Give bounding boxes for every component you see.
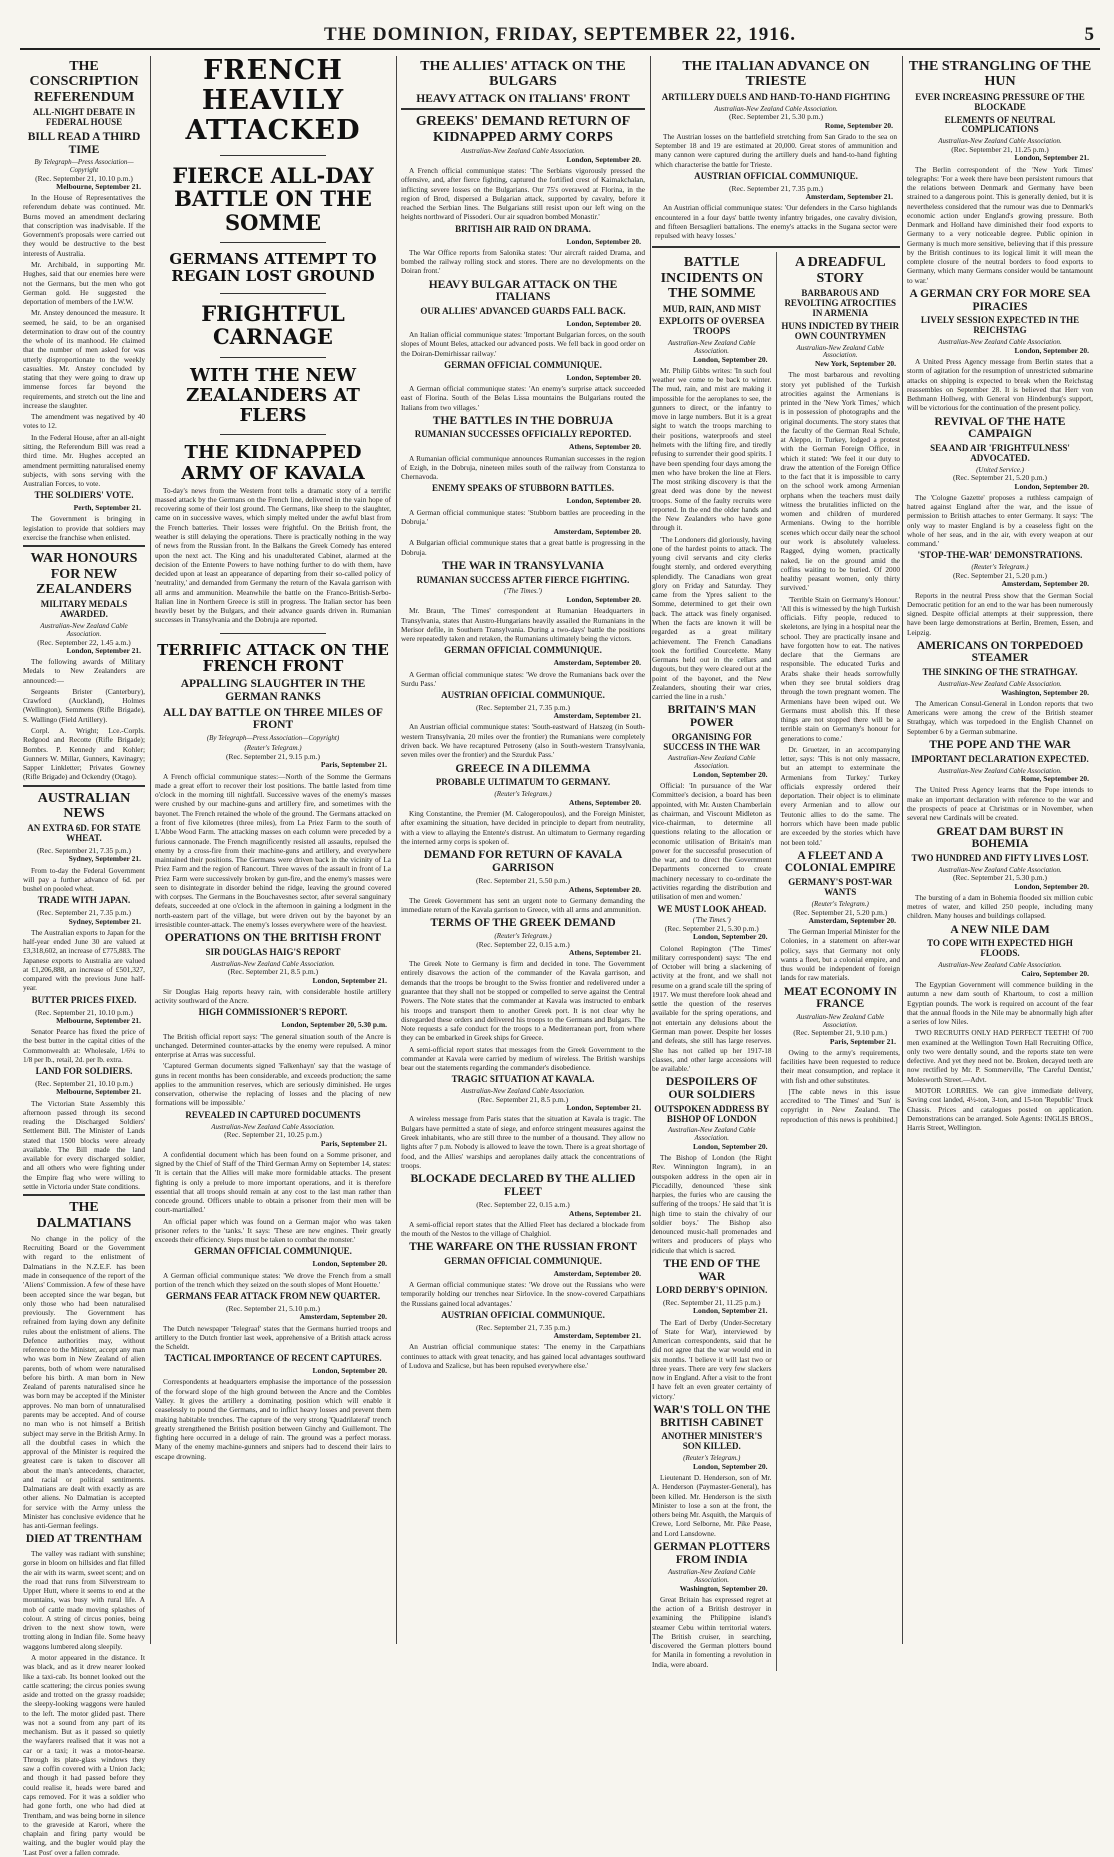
column-rule — [396, 56, 397, 1644]
source-line: ('The Times.') — [504, 587, 542, 596]
article-paragraph: An Austrian official communique states: 'South-eastward of Hatszeg (in South-western Transylvania, 20 miles over the frontier) the Rumanians were completely driven back. We have recaptured Petroseny (also in South-western Transylvania, seven miles over the frontier) and the Szurduk Pass.' — [401, 722, 645, 760]
dateline: London, September 20. — [312, 1259, 387, 1269]
article-paragraph: The Greek Government has sent an urgent note to Germany demanding the immediate return of the Kavala garrison to Greece, with all arms and ammunition. — [401, 895, 645, 915]
headline: GERMAN OFFICIAL COMMUNIQUE. — [444, 1256, 602, 1266]
headline: GREEKS' DEMAND RETURN OF KIDNAPPED ARMY CORPS — [401, 108, 645, 145]
headline: TRADE WITH JAPAN. — [37, 895, 131, 906]
received-time: (Rec. September 21, 10.10 p.m.) — [35, 173, 133, 183]
headline: TERMS OF THE GREEK DEMAND — [430, 917, 616, 930]
article-paragraph: An Austrian official communique states: 'Our defenders in the Carso highlands encountered in a four days' battle twenty infantry brigades, one cavalry division, and fifteen Bersaglieri battalions. The enemy's attacks in the Sugana sector were repulsed with heavy losses.' — [655, 203, 897, 241]
received-time: (Rec. September 21, 5.30 p.m.) — [664, 924, 759, 934]
received-time: (Rec. September 21, 5.10 p.m.) — [226, 1304, 320, 1313]
headline: DEMAND FOR RETURN OF KAVALA GARRISON — [423, 849, 623, 874]
received-time: (Rec. September 21, 5.50 p.m.) — [476, 876, 570, 886]
received-time: (Rec. September 21, 5.20 p.m.) — [953, 473, 1047, 483]
received-time: (Rec. September 21, 7.35 p.m.) — [729, 183, 823, 193]
received-time: (Rec. September 21, 10.10 p.m.) — [35, 1007, 133, 1017]
headline: HEAVY ATTACK ON ITALIANS' FRONT — [416, 92, 630, 105]
headline: TRAGIC SITUATION AT KAVALA. — [451, 1074, 595, 1085]
dateline: Athens, September 21. — [569, 1208, 641, 1218]
article-paragraph: A German official communique states: 'We drove the French from a small portion of the trench which they seized on the south slopes of Mont Houette.' — [155, 1270, 391, 1289]
dateline: London, September 20. — [693, 769, 768, 779]
headline: HIGH COMMISSIONER'S REPORT. — [198, 1007, 348, 1018]
headline: TO COPE WITH EXPECTED HIGH FLOODS. — [927, 938, 1073, 959]
headline: RUMANIAN SUCCESS AFTER FIERCE FIGHTING. — [416, 574, 630, 585]
article-paragraph: A confidential document which has been found on a Somme prisoner, and signed by the Chief of Staff of the Third German Army on September 14, states: 'It is certain that the Allies will make more formidable attacks. The present fighting is only a prelude to more important operations, and it is therefore essential that all troops should remain at any cost to the last man rather than concede ground. Officers unable to obtain a prisoner from their men will be court-martialled.' — [155, 1149, 391, 1215]
headline: AUSTRIAN OFFICIAL COMMUNIQUE. — [441, 690, 605, 701]
headline: AUSTRIAN OFFICIAL COMMUNIQUE. — [694, 170, 858, 181]
source-line: (United Service.) — [976, 465, 1024, 474]
source-line: Australian-New Zealand Cable Association. — [461, 147, 585, 156]
headline: TACTICAL IMPORTANCE OF RECENT CAPTURES. — [164, 1353, 382, 1364]
headline: GERMAN OFFICIAL COMMUNIQUE. — [194, 1246, 352, 1257]
source-line: Australian-New Zealand Cable Association. — [714, 104, 838, 113]
received-time: (Rec. September 21, 10.25 p.m.) — [224, 1130, 322, 1140]
article-paragraph: The Berlin correspondent of the 'New York Times' telegraphs: 'For a week there have been persistent rumours that the relations between Denmark and Germany have been strained to a dangerous point. This is generally denied, but it is nevertheless considered that the rumour was due to Denmark's economic action under England's growing pressure. Both Denmark and Holland have diminished their food exports to Germany to a very noticeable degree. Public opinion in Germany is much more sensitive, believing that if this pressure by the British continues to its logical limit it will mean the complete closure of the neutral borders to food exports to Germany, which many Germans consider would be tantamount to war.' — [907, 164, 1093, 285]
dateline: Rome, September 20. — [1020, 774, 1089, 784]
dateline: Cairo, September 20. — [1021, 968, 1089, 978]
dateline: London, September 20. — [693, 1141, 768, 1151]
dateline: Melbourne, September 21. — [56, 181, 141, 191]
dateline: London, September 20. — [693, 932, 768, 942]
article-paragraph: The following awards of Military Medals to New Zealanders are announced:— — [23, 657, 145, 685]
headline: GERMANY'S POST-WAR WANTS — [788, 877, 893, 897]
article-paragraph: A German official communique states: 'We drove out the Russians who were temporarily holding our trenches near Sirlovice. In the snow-covered Carpathians the Russians gained local advantages.' — [401, 1280, 645, 1308]
divider — [220, 155, 326, 156]
article-paragraph: The Greek Note to Germany is firm and decided in tone. The Government entirely disavows the action of the commander of the Kavala garrison, and demands that the troops be brought to the Swiss frontier and redelivered under a guarantee that they shall not be stopped or compelled to serve against the Central Powers. The Note states that the commander at Kavala was instructed to embark his troops and transport them to another Greek port. It is not clear why he disregarded these orders and delivered his troops to the Germans and Bulgars. The Note requests a safe conduct for the troops to a Mediterranean port, from where they can be embarked in Greek ships for Greece. — [401, 959, 645, 1043]
headline: THE DALMATIANS — [23, 1194, 145, 1231]
article-paragraph: Owing to the army's requirements, facilities have been requested to reduce their meat consumption, and replace it with fish and other substitutes. — [780, 1047, 900, 1085]
article-paragraph: An official paper which was found on a German major who was taken prisoner refers to the 'tanks.' It says: 'These are new engines. Their greatly exceeds their efficiency. Steps must be taken to combat the monster.' — [155, 1216, 391, 1245]
received-time: (Rec. September 21, 10.10 p.m.) — [35, 1079, 133, 1089]
dateline: London, September 20. — [566, 595, 641, 605]
headline: ALL DAY BATTLE ON THREE MILES OF FRONT — [163, 706, 383, 732]
article-paragraph: In the Federal House, after an all-night sitting, the Referendum Bill was read a third time. Mr. Hughes accepted an amendment permitting naturalised enemy subjects, with sons serving with the Australian Forces, to vote. — [23, 432, 145, 489]
article-paragraph: The War Office reports from Salonika states: 'Our aircraft raided Drama, and bombed the railway rolling stock and stores. There are no developments on the Doiran front.' — [401, 247, 645, 276]
newspaper-title: THE DOMINION, FRIDAY, SEPTEMBER 22, 1916. — [324, 24, 796, 45]
column-4-left — [652, 252, 772, 1671]
source-line: Australian-New Zealand Cable Association. — [938, 338, 1062, 347]
article-paragraph: 'Captured German documents signed 'Falkenhayn' say that the wastage of guns in recent months has been considerable, and exceeds production; the same applies to the ammunition reserves, which are seriously diminished. He urges conservation, otherwise the replacing of losses and the placing of new formations will be impossible.' — [155, 1061, 391, 1108]
received-time: (Rec. September 22, 0.15 a.m.) — [476, 1200, 570, 1210]
headline: THE WAR IN TRANSYLVANIA — [441, 559, 605, 572]
banner-headline: FRIGHTFUL CARNAGE — [201, 300, 345, 350]
divider — [220, 633, 326, 634]
headline: LORD DERBY'S OPINION. — [656, 1285, 768, 1296]
headline: THE ALLIES' ATTACK ON THE BULGARS — [420, 59, 626, 90]
article-paragraph: A French official communique states: 'The Serbians vigorously pressed the offensive, and, after fierce fighting, captured the fortified crest of Kaimakchalan, inflicting severe losses on the Bulgarians. Our 75's overawed at Florina, in the region of Brod, dispersed a Bulgarian attack, supported by cavalry, before it reached the Serbian lines. The Bulgarians still resist upon our left wing on the heights northward of Pissoderi. Our air squadron bombed Monastir.' — [401, 166, 645, 222]
article-paragraph: A French official communique states:—North of the Somme the Germans made a great effort to recover their lost positions. The battle lasted from time o'clock in the morning till nightfall. Successive waves of the enemy's masses were crushed by our machine-guns and artillery fire, and sometimes with the bayonet. The French retained the whole of the ground. The Germans attacked on a front of five kilometres (three miles), from La Priez Farm to the south of L'Abbe Wood Farm. The attacking masses on each column were preceded by a furious cannonade. The French magnificently resisted all assaults, repulsed the enemy by a cross-fire from their machine-guns and artillery, and everywhere maintained their positions. The Germans were driven back in the vicinity of La Priez Farm and the region of Rancourt. Three waves of the assault in front of La Priez Farm were successively broken by gun-fire, and the enemy's masses were seen to disintegrate in disorder behind the ridge, leaving the ground covered with corpses. The Germans in the Bouchavesnes sector, after several sanguinary defeats, succeeded at one o'clock in the afternoon in gaining a lodgment in the north-eastern part of the village, but were driven out by the bayonet by an irresistible counter-attack. The enemy's losses everywhere were of the heaviest. — [155, 771, 391, 929]
article-paragraph: The Australian exports to Japan for the half-year ended June 30 are valued at £3,318,602, an increase of £775,883. The Japanese exports to Australia are valued at £1,206,888, an increase of £501,327, compared with the previous June half-year. — [23, 927, 145, 993]
article-paragraph: No change in the policy of the Recruiting Board or the Government with regard to the enlistment of Dalmatians in the N.Z.E.F. has been made in consequence of the report of the 'Aliens' Commission. A few of these have been accepted since the war began, but only those who had been naturalised previously. The Government has refrained from laying down any definite rules about the enlistment of aliens. The Defence authorities may, without reference to the Minister, accept any man who was born in New Zealand of alien parents, both of whom were naturalised before his birth. A man born in New Zealand of parents naturalised since he was born may be accepted if the Minister approves. No man born of unnaturalised parents may be accepted. And of course no man who is not himself a British subject may serve in the British Army. In all the doubtful cases in which the approval of the Minister is required the greatest care is taken to discover all about the man's antecedents, character, and racial or political sentiments. Dalmatians are dealt with exactly as are other aliens. No Dalmatian is accepted for service with the Army unless the Minister has conclusive evidence that he has anti-German feelings. — [23, 1233, 145, 1531]
banner-headline: WITH THE NEW ZEALANDERS AT FLERS — [186, 364, 360, 427]
headline: REVIVAL OF THE HATE CAMPAIGN — [934, 415, 1066, 441]
headline: SEA AND AIR 'FRIGHTFULNESS' ADVOCATED. — [930, 442, 1070, 463]
source-line: Australian-New Zealand Cable Association. — [40, 622, 128, 638]
source-line: (Reuter's Telegram.) — [811, 899, 869, 908]
headline: MUD, RAIN, AND MIST — [662, 303, 761, 314]
headline: ALL-NIGHT DEBATE IN FEDERAL HOUSE — [32, 107, 136, 128]
source-line: (By Telegraph—Press Association—Copyright) — [206, 733, 340, 742]
article-paragraph: The United Press Agency learns that the Pope intends to make an important declaration with reference to the war and the prospects of peace at Christmas or in November, when several new Cardinals will be created. — [907, 785, 1093, 823]
article-paragraph: Lieutenant D. Henderson, son of Mr. A. Henderson (Paymaster-General), has been killed. Mr. Henderson is the sixth Minister to lose a son at the front, the others being Mr. Asquith, the Marquis of Crewe, Lord Selborne, Mr. Pike Pease, and Lord Lansdowne. — [652, 1473, 772, 1538]
article-paragraph: A motor appeared in the distance. It was black, and as it drew nearer looked like a taxi-cab. Its bonnet looked out the cattle scattering; the circus ponies swung aside and trotted on the grassy roadside; the sleepy-looking waggons were hauled to the left. The motor glided past. There was not a sound from any part of its mechanism. But as it passed so quietly the wayfarers realised that it was not a car or a taxi; it was a motor-hearse. Through its plate-glass windows they saw a coffin covered with a Union Jack; and though it had passed before they could realise it, heads were bared and caps removed. For it was a soldier who had gone forth, one who had died at Trentham, and was being borne in silence to the graveside at Karori, where the chaplain and firing party would be waiting, and the bugler would play the 'Last Post' over a fallen comrade. — [23, 1653, 145, 1857]
article-paragraph: The German Imperial Minister for the Colonies, in a statement on after-war policy, says that Germany not only wants a fleet, but a colonial empire, and thus would be independent of foreign lands for raw materials. — [780, 927, 900, 983]
article-paragraph: Mr. Philip Gibbs writes: 'In such foul weather we come to be back to winter. The mud, rain, and mist are making it impossible for the aeroplanes to see, the gunners to direct, or the infantry to move in large numbers. But it is a great sight to watch the troops marching to their positions, waterproofs and steel helmets with the lifting fire, and tiredly refusing to surrender their good spirits. I have been spending four days among the men who have broken the line at Flers. The most striking discovery is that the great deed was done by the newest troops. Some of the faulty recruits were reported. In the end the older hands and the New Zealanders who have gone through it. — [652, 365, 772, 533]
article-paragraph: The Government is bringing in legislation to provide that soldiers may exercise the franchise when enlisted. — [23, 514, 145, 543]
article-paragraph: A wireless message from Paris states that the situation at Kavala is tragic. The Bulgars have permitted a state of siege, and enforce stringent measures against the Greek inhabitants, who are still three to the number of a thousand. They allow no lights after 7 p.m. Nobody is allowed to leave the town. There is a great shortage of food, and the Allies' warships and aeroplanes daily attack the concentrations of troops. — [401, 1114, 645, 1170]
article-paragraph: [The cable news in this issue accredited to 'The Times' and 'Sun' is copyright in New Zealand. The reproduction of this news is prohibited.] — [780, 1086, 900, 1124]
source-line: (Reuter's Telegram.) — [494, 790, 552, 799]
source-line: Australian-New Zealand Cable Association. — [211, 1122, 335, 1131]
headline: REVEALED IN CAPTURED DOCUMENTS — [185, 1109, 361, 1120]
dateline: London, September 20. — [693, 354, 768, 364]
dateline: London, September 20, 5.30 p.m. — [281, 1020, 387, 1030]
column-4-right — [776, 252, 901, 1671]
page-number: 5 — [1084, 24, 1094, 45]
headline: BLOCKADE DECLARED BY THE ALLIED FLEET — [410, 1173, 636, 1198]
dateline: London, September 20. — [312, 1366, 387, 1376]
article-paragraph: Sergeants Brister (Canterbury), Crawford (Auckland), Holmes (Wellington), Semmens (Rifle Brigade), S. Wallingo (Field Artillery). — [23, 686, 145, 724]
headline: A DREADFUL STORY — [794, 255, 886, 286]
dateline: London, September 21. — [312, 975, 387, 985]
dateline: Amsterdam, September 20. — [808, 915, 896, 925]
headline: OUR ALLIES' ADVANCED GUARDS FALL BACK. — [420, 305, 626, 316]
received-time: (Rec. September 21, 11.25 p.m.) — [951, 145, 1049, 155]
headline: AMERICANS ON TORPEDOED STEAMER — [916, 639, 1084, 665]
headline: ENEMY SPEAKS OF STUBBORN BATTLES. — [432, 483, 614, 494]
dateline: London, September 20. — [566, 236, 641, 246]
headline: GERMAN OFFICIAL COMMUNIQUE. — [444, 359, 602, 370]
headline: THE POPE AND THE WAR — [929, 739, 1071, 751]
column-3 — [398, 56, 648, 1644]
column-4 — [652, 56, 900, 1669]
article-paragraph: To-day's news from the Western front tells a dramatic story of a terrific massed attack by the Germans on the French line, delivered in the vain hope of recovering some of their lost ground. The Germans, like sheep to the slaughter, came on in successive waves, which simply melted under the awful blast from the French batteries. Their losses were frightful. On the British front, the weather is still delaying the operations. There is practically nothing in the way of news from the Russian front. In the Balkans the Greek Comedy has entered upon the next act. The King and his unadulterated Cabinet, alarmed at the decision of the Entente Powers to have nothing further to do with them, have decided upon at least an appearance of departing from their so-called policy of 'neutrality,' and demanded from Germany the return of the Kavala garrison with all arms and ammunition. Meanwhile the battle on the Franco-British-Serbo-Italian line in Northern Greece is still in progress. The Italian sector has been heavily beset by the Bulgars, and their advance guards driven in. Rumanian successes in Transylvania and the Dobruja are reported. — [155, 485, 391, 625]
article-paragraph: An Italian official communique states: 'Important Bulgarian forces, on the south slopes of Mount Beles, attacked our advanced posts. We fell back in good order on the Doiran-Demirhissar railway.' — [401, 330, 645, 358]
dateline: Rome, September 20. — [824, 120, 893, 130]
article-paragraph: A semi-official report states that the Allied Fleet has declared a blockade from the mouth of the Nestos to the village of Chalghiol. — [401, 1219, 645, 1239]
received-time: (Rec. September 22, 0.15 a.m.) — [476, 939, 570, 949]
article-paragraph: Senator Pearce has fixed the price of the best butter in the capital cities of the Commonwealth at: Wholesale, 1/6¼ to 1/8 per lb., retail, 2d. per lb. extra. — [23, 1027, 145, 1064]
headline: 'STOP-THE-WAR' DEMONSTRATIONS. — [917, 550, 1083, 561]
dateline: Amsterdam, September 21. — [805, 192, 893, 202]
headline: THE WARFARE ON THE RUSSIAN FRONT — [409, 1241, 637, 1254]
headline: AUSTRIAN OFFICIAL COMMUNIQUE. — [441, 1309, 605, 1320]
headline: MEAT ECONOMY IN FRANCE — [783, 985, 897, 1011]
headline: MILITARY MEDALS AWARDED. — [40, 599, 128, 620]
headline: A GERMAN CRY FOR MORE SEA PIRACIES — [909, 287, 1091, 313]
article-paragraph: Great Britain has expressed regret at the action of a British destroyer in examining the Philippine island's steamer Cebu within territorial waters. The British cruiser, in searching, discovered the German plotters bound for Manila in fomenting a revolution in India, were aboard. — [652, 1594, 772, 1669]
received-time: (Rec. September 21, 7.35 p.m.) — [476, 1322, 570, 1332]
headline: SIR DOUGLAS HAIG'S REPORT — [205, 946, 341, 957]
article-paragraph: 'Terrible Stain on Germany's Honour.' 'All this is witnessed by the high Turkish officials. Fifty people, reduced to skeletons, are lying in a hospital near the school. They are practically insane and have forgotten how to eat. The natives declare that the Germans are responsible. The educated Turks and Arabs shake their heads sorrowfully when they see brutal soldiers drag through the town pregnant women. The Armenians have been wiped out. We Germans must abolish this. If these things are not stopped there will be a terrible stain on Germany's honour for generations to come.' — [780, 594, 900, 743]
headline: ELEMENTS OF NEUTRAL COMPLICATIONS — [944, 114, 1056, 135]
headline: HEAVY BULGAR ATTACK ON THE ITALIANS — [428, 278, 618, 304]
source-line: Australian-New Zealand Cable Association. — [938, 766, 1062, 775]
dateline: London, September 21. — [1014, 153, 1089, 163]
received-time: (Rec. September 21, 5.20 p.m.) — [793, 907, 888, 917]
dateline: Amsterdam, September 20. — [553, 527, 641, 537]
article-paragraph: Dr. Gruetzer, in an accompanying letter, says: 'This is not only massacre, but an attempt to exterminate the Armenians from Turkey.' Turkey officials expressly ordered their deportation. Their object is to eliminate every Armenian and to allow our Teutonic allies to do the same. The horrors which have been made public are exceeded by the stories which have not been told.' — [780, 744, 900, 847]
source-line: (Reuter's Telegram.) — [244, 744, 302, 753]
headline: TWO HUNDRED AND FIFTY LIVES LOST. — [911, 852, 1089, 863]
banner-headline: FIERCE ALL-DAY BATTLE ON THE SOMME — [172, 162, 374, 235]
dateline: London, September 20. — [1014, 881, 1089, 891]
source-line: Australian-New Zealand Cable Association. — [461, 1087, 585, 1096]
dateline: London, September 20. — [1014, 345, 1089, 355]
source-line: Australian-New Zealand Cable Association. — [938, 680, 1062, 688]
source-line: Australian-New Zealand Cable Association. — [938, 865, 1062, 874]
headline: GERMAN OFFICIAL COMMUNIQUE. — [444, 645, 602, 656]
received-time: (Rec. September 21, 5.30 p.m.) — [953, 873, 1047, 883]
column-4-split — [652, 246, 900, 1671]
received-time: (Rec. September 21, 8.5 p.m.) — [227, 967, 319, 977]
dateline: Athens, September 21. — [569, 947, 641, 957]
headline: BARBAROUS AND REVOLTING ATROCITIES IN ARMENIA — [784, 288, 897, 318]
dateline: Washington, September 20. — [679, 1583, 768, 1593]
column-1 — [20, 56, 148, 1857]
divider — [220, 293, 326, 294]
dateline: Sydney, September 21. — [68, 854, 141, 864]
article-paragraph: In the House of Representatives the referendum debate was continued. Mr. Burns moved an amendment declaring that conscription was inadvisable. If the Government's proposals were carried out they would be destructive to the best interests of Australia. — [23, 193, 145, 258]
article-paragraph: Mr. Archibald, in supporting Mr. Hughes, said that our enemies here were not the Germans, but the men who got German gold. He suggested the deportation of members of the I.W.W. — [23, 259, 145, 307]
dateline: London, September 21. — [66, 645, 141, 655]
article-paragraph: The Victorian State Assembly this afternoon passed through its second reading the Discharged Soldiers' Settlement Bill. The Minister of Lands stated that 1500 blocks were already available. The Bill made the land available for every discharged soldier, and all others who were fighting under the Empire flag who were willing to settle in Victoria under State conditions. — [23, 1098, 145, 1191]
article-paragraph: Reports in the neutral Press show that the German Social Democratic petition for an end to the war has been numerously signed. Despite official attempts at their suppression, there have been large demonstrations at Berlin, Bremen, Essen, and Leipzig. — [907, 590, 1093, 637]
source-line: Australian-New Zealand Cable Association. — [211, 959, 335, 968]
headline: ARTILLERY DUELS AND HAND-TO-HAND FIGHTING — [661, 91, 891, 102]
received-time: (Rec. September 21, 5.20 p.m.) — [953, 571, 1047, 580]
headline: THE END OF THE WAR — [663, 1257, 761, 1283]
headline: THE BATTLES IN THE DOBRUJA — [432, 414, 614, 427]
dateline: New York, September 20. — [814, 358, 896, 368]
source-line: Australian-New Zealand Cable Association. — [668, 1568, 756, 1584]
divider — [220, 242, 326, 243]
column-2 — [152, 56, 394, 1644]
headline: AN EXTRA 6D. FOR STATE WHEAT. — [27, 823, 141, 844]
headline: GERMANS FEAR ATTACK FROM NEW QUARTER. — [165, 1291, 381, 1302]
received-time: (Rec. September 21, 7.35 p.m.) — [37, 846, 131, 856]
article-paragraph: The bursting of a dam in Bohemia flooded six million cubic metres of water, and killed 250 people, including many children. Many houses and buildings collapsed. — [907, 892, 1093, 921]
headline: ORGANISING FOR SUCCESS IN THE WAR — [663, 731, 761, 752]
received-time: (Rec. September 21, 9.10 p.m.) — [793, 1028, 888, 1038]
dateline: Amsterdam, September 20. — [1001, 579, 1089, 589]
dateline: Amsterdam, September 21. — [553, 711, 641, 721]
article-paragraph: A United Press Agency message from Berlin states that a storm of agitation for the resumption of unrestricted submarine attacks on shipping is expected to break when the Reichstag reassembles on September 28. It is believed that Herr von Bethmann Hollweg, with General von Hindenburg's support, will be victorious for the continuation of the present policy. — [907, 356, 1093, 413]
received-time: (Rec. September 22, 1.45 a.m.) — [37, 637, 131, 647]
source-line: Australian-New Zealand Cable Association. — [668, 339, 756, 355]
dateline: Paris, September 21. — [320, 760, 387, 770]
column-rule — [902, 56, 903, 1644]
dateline: London, September 20. — [1014, 481, 1089, 491]
headline: EXPLOITS OF OVERSEA TROOPS — [658, 316, 765, 337]
headline: WE MUST LOOK AHEAD. — [657, 903, 767, 914]
article-paragraph: The amendment was negatived by 40 votes to 12. — [23, 412, 145, 431]
dateline: London, September 20. — [566, 496, 641, 506]
dateline: Athens, September 20. — [569, 442, 641, 452]
dateline: Paris, September 21. — [320, 1138, 387, 1148]
headline: THE SINKING OF THE STRATHGAY. — [922, 667, 1078, 678]
headline: IMPORTANT DECLARATION EXPECTED. — [911, 753, 1089, 764]
article-paragraph: A Bulgarian official communique states that a great battle is progressing in the Dobruja. — [401, 538, 645, 557]
article-paragraph: The American Consul-General in London reports that two Americans were among the crew of the British steamer Strathgay, which was torpedoed in the English Channel on September 6 by a German submarine. — [907, 698, 1093, 736]
article-paragraph: A German official communique states: 'We drove the Rumanians back over the Surdu Pass.' — [401, 669, 645, 688]
source-line: ('The Times.') — [692, 916, 731, 925]
headline: APPALLING SLAUGHTER IN THE GERMAN RANKS — [180, 678, 366, 703]
article-paragraph: Corpl. A. Wright; Lce.-Corpls. Redgood and Recotte (Rifle Brigade); Bombrs. P. Kennedy and Kohler; Gunners W. Millar, Gunners, Kavinagry; Sapper Linkletter; Privates Gowney (Rifle Brigade) and Ockendry (Otago). — [23, 725, 145, 782]
dateline: London, September 20. — [566, 154, 641, 164]
article-paragraph: Official: 'In pursuance of the War Committee's decision, a board has been appointed, with Mr. Austen Chamberlain as chairman, and Viscount Midleton as vice-chairman, to determine all questions relating to the allocation or economic utilisation of Britain's man power for the successful prosecution of the war, and to direct the Government Departments concerned to create machinery necessary to co-ordinate the activities regarding the distribution and utilisation of men and women.' — [652, 781, 772, 902]
source-line: Australian-New Zealand Cable Association. — [668, 1126, 756, 1143]
headline: LAND FOR SOLDIERS. — [35, 1066, 133, 1077]
article-paragraph: The valley was radiant with sunshine; gorse in bloom on hillsides and flat filled the air with its warm, sweet scent; and on the road that runs from Silverstream to Upper Hutt, where it seems to end at the mountains, was busy with rural life. A mob of cattle made moving splashes of colour. A string of circus ponies, being driven to the next show town, were trotting along in Indian file. Some heavy waggons lumbered along sleepily. — [23, 1549, 145, 1651]
source-line: (Reuter's Telegram.) — [971, 563, 1029, 572]
dateline: Amsterdam, September 20. — [553, 658, 641, 668]
article-paragraph: TWO RECRUITS ONLY HAD PERFECT TEETH! Of 700 men examined at the Wellington Town Hall Recruiting Office, only two were dentally sound, and the reports state ten were defective. And yet they need not be. Broken, decayed teeth are now rectified by Mr. P. Sommerville, 'The Careful Dentist,' Molesworth Street.—Advt. — [907, 1028, 1093, 1084]
article-paragraph: The Austrian losses on the battlefield stretching from San Grado to the sea on September 18 and 19 are estimated at 20,000. Great stores of ammunition and many cannon were captured during the artillery duels and hand-to-hand fighting which characterise the battle for Trieste. — [655, 131, 897, 169]
italian-advance-section — [652, 59, 900, 240]
headline: BUTTER PRICES FIXED. — [31, 994, 137, 1005]
headline: THE SOLDIERS' VOTE. — [34, 490, 134, 501]
headline: AUSTRALIAN NEWS — [23, 785, 145, 822]
dateline: Amsterdam, September 20. — [299, 1312, 387, 1322]
dateline: Sydney, September 21. — [68, 916, 141, 926]
headline: BILL READ A THIRD TIME — [27, 130, 141, 156]
headline: A FLEET AND A COLONIAL EMPIRE — [784, 849, 896, 875]
column-rule — [650, 56, 651, 1644]
headline: EVER INCREASING PRESSURE OF THE BLOCKADE — [915, 91, 1085, 112]
dateline: London, September 20. — [566, 318, 641, 328]
divider — [220, 434, 326, 435]
banner-headline: FRENCH HEAVILY ATTACKED — [185, 55, 361, 147]
article-paragraph: The British official report says: 'The general situation south of the Ancre is unchanged. Determined counter-attacks by the enemy were repulsed. A minor enterprise at Arras was successful. — [155, 1031, 391, 1060]
column-rule — [150, 56, 151, 1644]
source-line: Australian-New Zealand Cable Association. — [796, 343, 884, 360]
dateline: Melbourne, September 21. — [56, 1015, 141, 1025]
headline: GREECE IN A DILEMMA — [455, 762, 591, 775]
source-line: Australian-New Zealand Cable Association. — [938, 961, 1062, 970]
dateline: Amsterdam, September 21. — [553, 1331, 641, 1341]
headline: ANOTHER MINISTER'S SON KILLED. — [661, 1431, 763, 1452]
article-paragraph: A Rumanian official communique announces Rumanian successes in the region of Ezigh, in the Dobruja, nineteen miles south of the railway from Constanza to Chernavoda. — [401, 453, 645, 482]
banner-headline: THE KIDNAPPED ARMY OF KAVALA — [181, 442, 365, 484]
article-paragraph: Correspondents at headquarters emphasise the importance of the possession of the forward slope of the high ground between the Ancre and the Combles Valley. It gives the artillery a dominating position which will enable it ceaselessly to pound the Germans, and to inflict heavy losses and prevent them making habitable trenches. The capture of the very strong 'Quadrilateral' trench greatly strengthened the British position between Ginchy and Guillemont. The fighting here occurred in a deluge of rain. The ground was a perfect morass. Many of the enemy machine-gunners and snipers had to descend their lairs to escape drowning. — [155, 1377, 391, 1461]
article-paragraph: King Constantine, the Premier (M. Calogeropoulos), and the Foreign Minister, after examining the situation, have decided in principle to depart from neutrality, with a view to allaying the Entente's distrust. An ultimatum to Germany regarding the interned army corps is spoken of. — [401, 808, 645, 846]
received-time: (Rec. September 21, 5.30 p.m.) — [729, 112, 823, 122]
source-line: By Telegraph—Press Association—Copyright — [34, 158, 134, 174]
headline: THE CONSCRIPTION REFERENDUM — [29, 59, 139, 105]
dateline: Amsterdam, September 20. — [553, 1268, 641, 1278]
headline: THE ITALIAN ADVANCE ON TRIESTE — [682, 59, 870, 90]
column-5 — [904, 56, 1096, 1644]
article-paragraph: From to-day the Federal Government will pay a further advance of 6d. per bushel on pooled wheat. — [23, 865, 145, 894]
dateline: Athens, September 20. — [569, 797, 641, 807]
dateline: Athens, September 20. — [569, 884, 641, 894]
received-time: (Rec. September 21, 7.35 p.m.) — [37, 908, 131, 918]
article-paragraph: A semi-official report states that messages from the Greek Government to the commander at Kavala were carried by medium of wireless. The British warships bear out the statements regarding the commander's disobedience. — [401, 1044, 645, 1073]
dateline: Perth, September 21. — [73, 503, 141, 513]
headline: BRITAIN'S MAN POWER — [667, 704, 756, 730]
headline: RUMANIAN SUCCESSES OFFICIALLY REPORTED. — [414, 429, 632, 440]
headline: WAR'S TOLL ON THE BRITISH CABINET — [653, 1404, 771, 1429]
article-paragraph: The Bishop of London (the Right Rev. Winnington Ingram), in an outspoken address in the open air in Piccadilly, denounced 'these sink harpies, the furies who are causing the suffering of the troops.' He said that 'it is high time to stain the chivalry of our soldier boys.' The Bishop also denounced music-hall promenades and writers and producers of plays who ridicule that which is sacred. — [652, 1153, 772, 1255]
article-paragraph: The most barbarous and revolting story yet published of the Turkish atrocities against the Armenians is printed in the 'New York Times,' which is in possession of photographs and the original documents. The story states that the faculty of the German Real Schule, at Aleppo, in Turkey, lodged a protest with the German Foreign Office, in which it stated: 'We feel it our duty to draw the attention of the Foreign Office to the fact that it is impossible to carry on the school work among Armenian orphans when the teachers must daily witness the brutalities inflicted on the women and children of murdered Armenians. Owing to the horrible scenes which occur daily near the school our work is absolutely valueless. Ragged, dying women, practically naked, lie on the ground amid the coffins waiting to be buried. Of 2000 healthy peasant women, only thirty survived.' — [780, 370, 900, 593]
dateline: London, September 21. — [566, 1103, 641, 1113]
headline: OPERATIONS ON THE BRITISH FRONT — [164, 932, 382, 945]
source-line: (Reuter's Telegram.) — [683, 1454, 741, 1463]
article-paragraph: The 'Cologne Gazette' proposes a ruthless campaign of hatred against England after the war, and the issue of permission to British attaches to enter Germany. It says: 'The only way to master England is by a ceaseless fight on the whole of her seas, and in the air, with every weapon at our command.' — [907, 492, 1093, 549]
headline: OUTSPOKEN ADDRESS BY BISHOP OF LONDON — [654, 1103, 770, 1124]
source-line: Australian-New Zealand Cable Association. — [938, 137, 1062, 146]
source-line: Australian-New Zealand Cable Association. — [668, 754, 756, 771]
article-paragraph: The Earl of Derby (Under-Secretary of State for War), interviewed by American correspondents, said that he did not agree that the war would end in six months. 'I believe it will last two or three years. There are very few slackers now in England. After a visit to the front I have felt an even greater certainty of victory.' — [652, 1317, 772, 1401]
dateline: London, September 20. — [566, 372, 641, 382]
article-paragraph: An Austrian official communique states: 'The enemy in the Carpathians continues to attack with great tenacity, and has gained local advantages southward of Ludova and Szalicse, but has been repulsed everywhere else.' — [401, 1342, 645, 1370]
article-paragraph: A German official communique states: 'An enemy's surprise attack succeeded east of Florina. South of the Belas Lissa mountains the Bulgarians routed the Italians from two villages.' — [401, 384, 645, 412]
dateline: Washington, September 20. — [1001, 687, 1089, 697]
dateline: London, September 21. — [693, 1306, 768, 1316]
source-line: (Reuter's Telegram.) — [494, 932, 552, 940]
article-paragraph: Mr. Braun, 'The Times' correspondent at Rumanian Headquarters in Transylvania, states that Austro-Hungarians heavily assailed the Rumanians in the Merisor defile, in Southern Transylvania. During a two-days' battle the positions were repeatedly taken and retaken, the Rumanians ultimately being the victors. — [401, 606, 645, 644]
headline: THE STRANGLING OF THE HUN — [908, 59, 1092, 90]
headline: WAR HONOURS FOR NEW ZEALANDERS — [23, 545, 145, 597]
dateline: London, September 20. — [693, 1461, 768, 1471]
received-time: (Rec. September 21, 11.25 p.m.) — [663, 1298, 761, 1308]
banner-headline: TERRIFIC ATTACK ON THE FRENCH FRONT — [157, 640, 389, 676]
dateline: Paris, September 21. — [829, 1036, 896, 1046]
article-paragraph: The Dutch newspaper 'Telegraaf' states that the Germans hurried troops and artillery to the Dutch frontier last week, apprehensive of a British attack across the Scheldt. — [155, 1323, 391, 1352]
article-paragraph: Mr. Anstey denounced the measure. It seemed, he said, to be an organised determination to draw out of the country the whole of its manhood. He claimed that the number of men asked for was utterly disproportionate to the weekly casualties. Mr. Anstey concluded by stating that they were going to draw up immense forces far beyond the requirements, and stretch out the line and increase the slaughter. — [23, 308, 145, 410]
headline: DIED AT TRENTHAM — [25, 1533, 143, 1546]
article-paragraph: MOTOR LORRIES. We can give immediate delivery, Saving cost landed, 4½-ton, 3-ton, and 15-ton 'Republic' Truck Chassis. Prices and catalogues posted on application. Demonstrations can be arranged. Sole Agents: INGLIS BROS., Harris Street, Wellington. — [907, 1085, 1093, 1133]
banner-headline: GERMANS ATTEMPT TO REGAIN LOST GROUND — [169, 250, 377, 286]
headline: DESPOILERS OF OUR SOLDIERS — [665, 1076, 758, 1101]
headline: GREAT DAM BURST IN BOHEMIA — [936, 825, 1064, 851]
article-paragraph: 'The Londoners did gloriously, having one of the hardest points to attack. The young civil servants and city clerks fought sternly, and ordered everything splendidly. The Canadians won great glory on Friday and Saturday. They came from the Ypres salient to the Somme, determined to get their own back. The attack was finely organised. When the facts are known it will be regarded as a great military achievement. The French Canadians took the fortified Courcelette. Many Germans held out in the cellars and dugouts, but they were cleared out at the point of the bayonet, and the New Zealanders, shouting their war cries, carried the line in a rush.' — [652, 534, 772, 702]
article-paragraph: Colonel Repington ('The Times' military correspondent) says: 'The end of October will bring a slackening of activity at the front, and we shall not resume on a grand scale till the spring of 1917. We must therefore look ahead and settle the question of the reserves available for the spring operations, and not entertain any delusions about the German man power. Despite her losses and defeats, she still has large reserves. She has not called up her 1917-18 classes, and other large accessions will be available.' — [652, 943, 772, 1074]
headline: PROBABLE ULTIMATUM TO GERMANY. — [435, 777, 611, 788]
headline: A NEW NILE DAM — [950, 923, 1050, 936]
headline: GERMAN PLOTTERS FROM INDIA — [653, 1540, 771, 1566]
received-time: (Rec. September 21, 7.35 p.m.) — [476, 702, 570, 712]
dateline: Melbourne, September 21. — [56, 1087, 141, 1097]
headline: HUNS INDICTED BY THEIR OWN COUNTRYMEN — [781, 320, 900, 341]
headline: BRITISH AIR RAID ON DRAMA. — [455, 223, 591, 234]
article-paragraph: The Egyptian Government will commence building in the autumn a new dam south of Khartoum, to cost a million Egyptian pounds. The work is required on account of the fear that the annual floods in the Nile may be abnormally high after a series of low Niles. — [907, 980, 1093, 1027]
headline: LIVELY SESSION EXPECTED IN THE REICHSTAG — [920, 315, 1080, 336]
article-paragraph: Sir Douglas Haig reports heavy rain, with considerable hostile artillery activity southward of the Ancre. — [155, 986, 391, 1006]
divider — [220, 357, 326, 358]
received-time: (Rec. September 21, 8.5 p.m.) — [477, 1094, 569, 1104]
masthead — [20, 22, 1100, 50]
received-time: (Rec. September 21, 9.15 p.m.) — [226, 752, 320, 762]
source-line: Australian-New Zealand Cable Association. — [796, 1012, 884, 1029]
article-paragraph: A German official communique states: 'Stubborn battles are proceeding in the Dobruja.' — [401, 507, 645, 526]
headline: BATTLE INCIDENTS ON THE SOMME — [660, 255, 763, 302]
